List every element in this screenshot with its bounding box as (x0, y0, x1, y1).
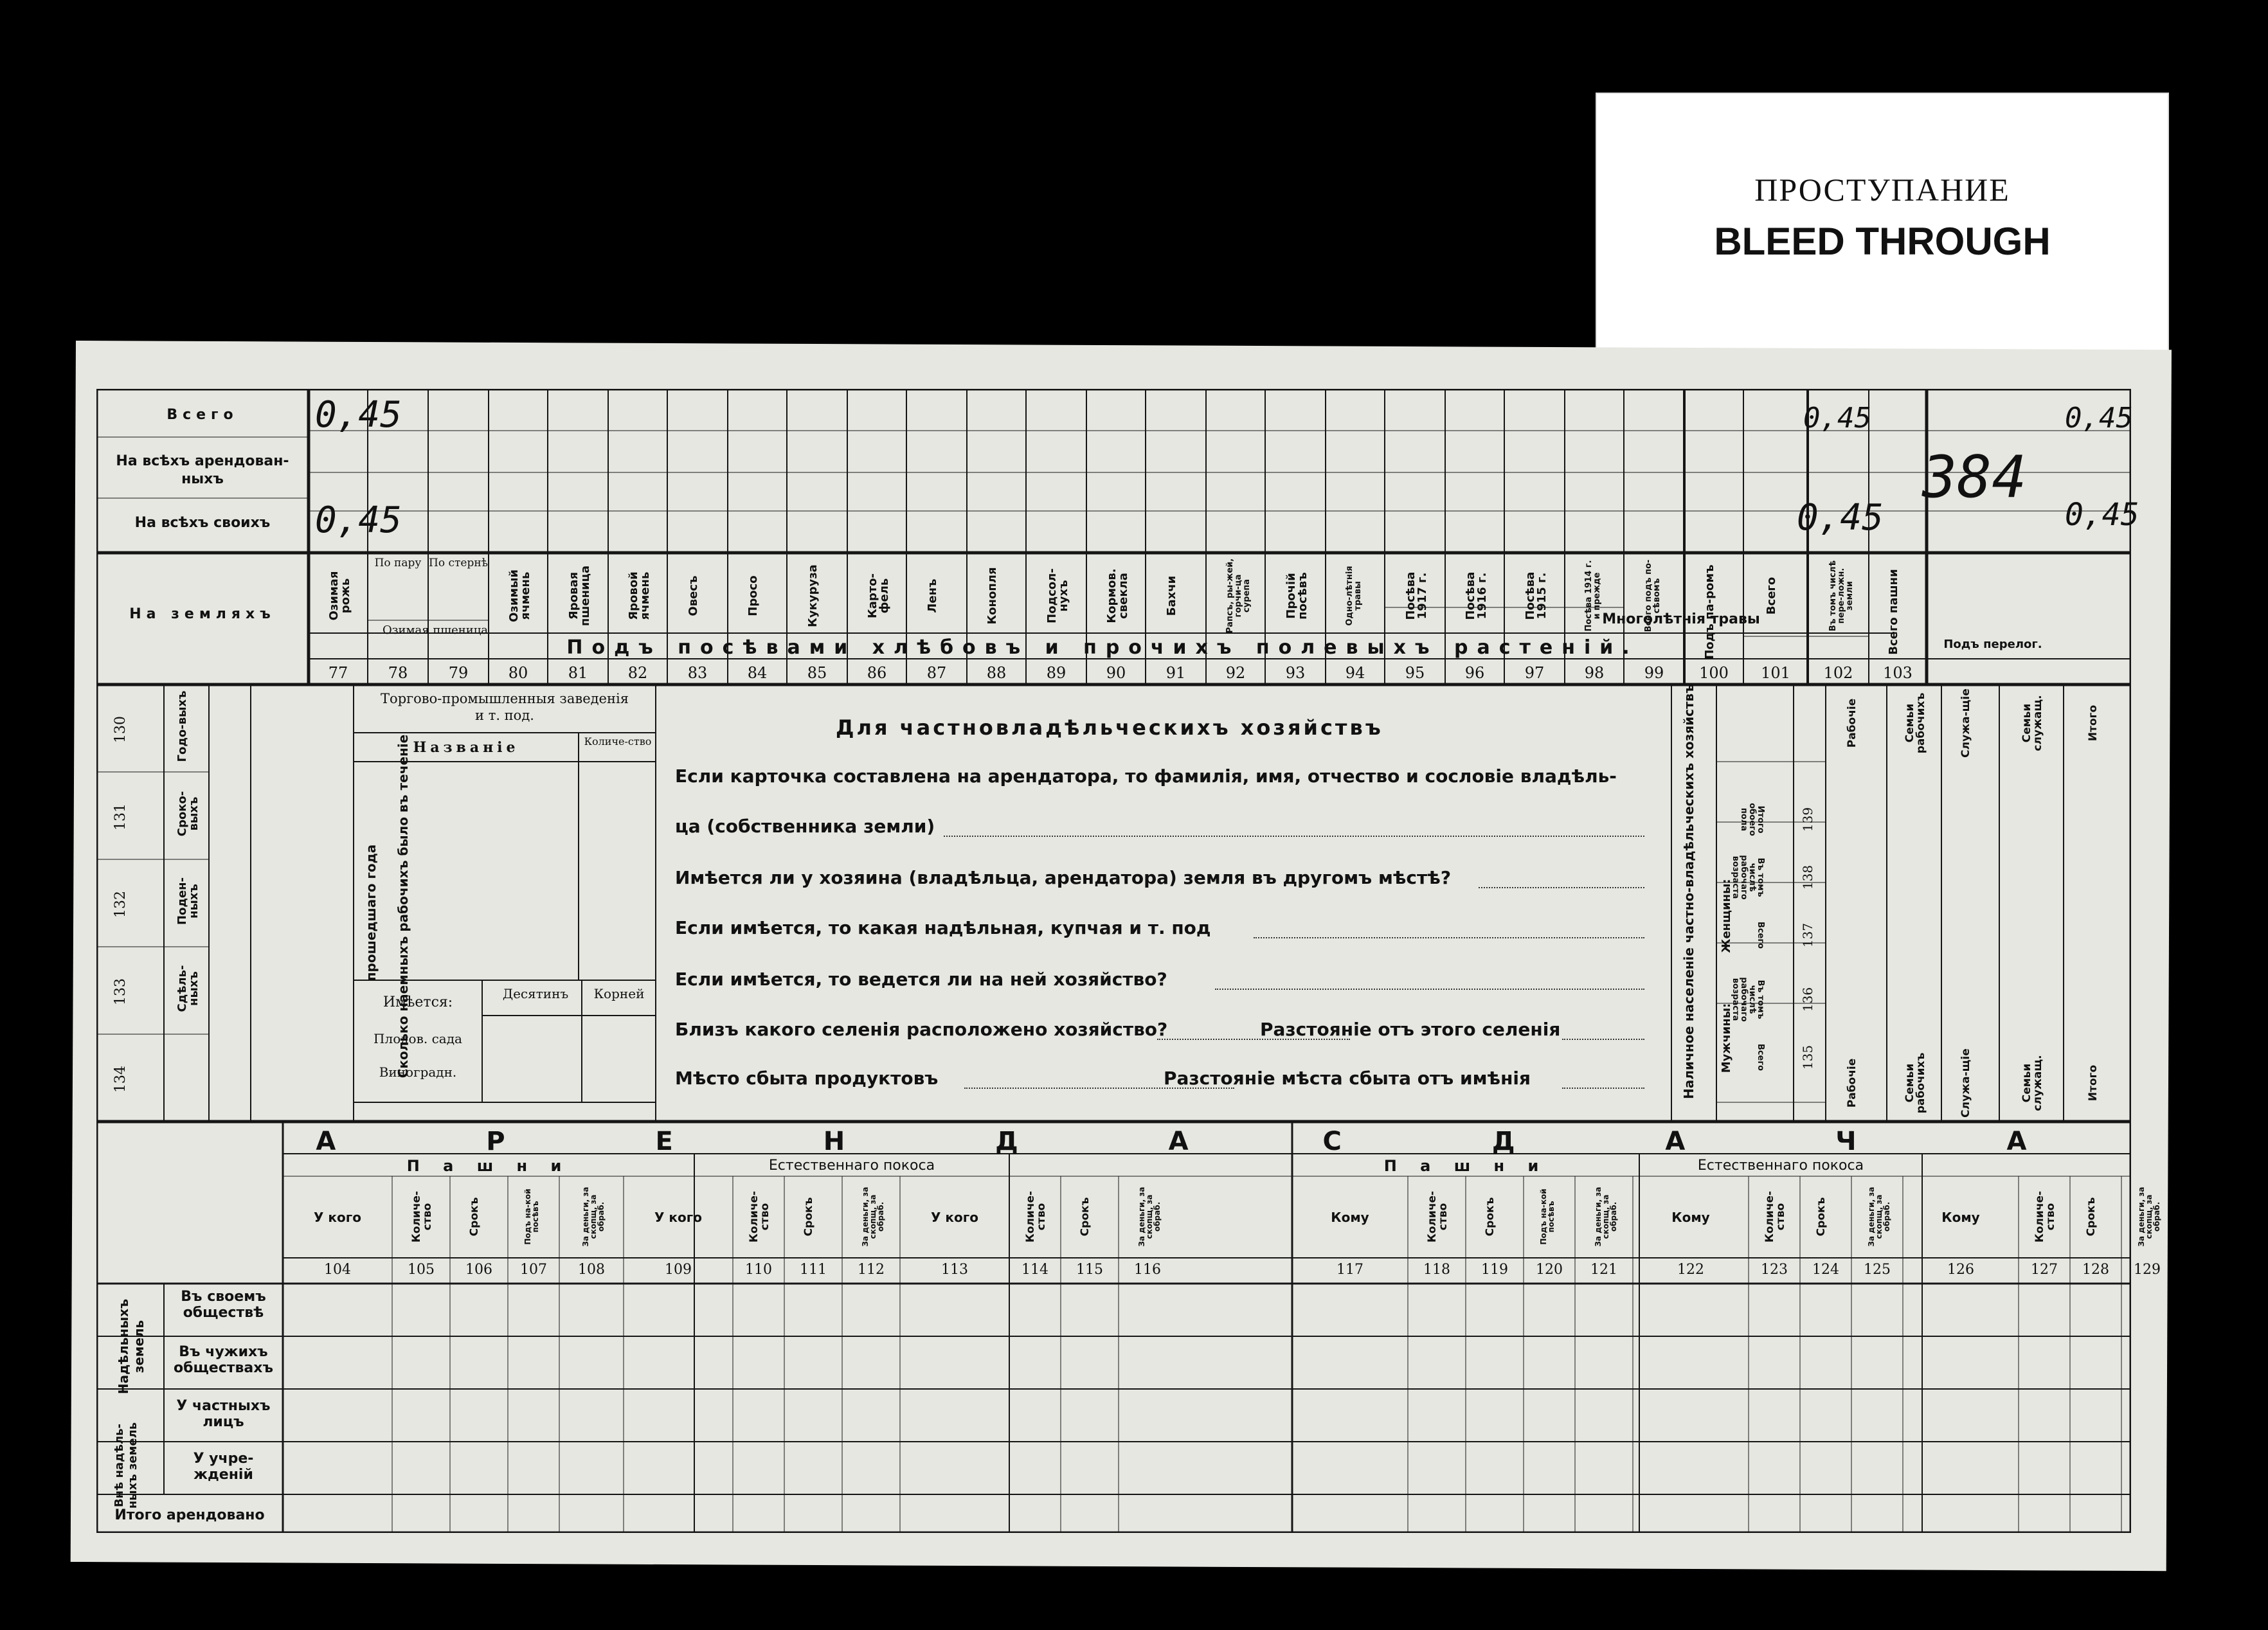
top-col-label-92: Рапсъ, ры-жей, горчи-ца сурепа (1225, 558, 1252, 634)
answer-line-market-distance (1562, 1087, 1644, 1089)
arenda-col-label-114: Количе-ство (1024, 1190, 1048, 1243)
hired-col-label-130: Годо-выхъ (176, 690, 189, 762)
sdacha-col-label-121: За деньги, за скопщ, за обраб. (1594, 1187, 1618, 1247)
arenda-col-number-107: 107 (520, 1262, 547, 1278)
top-col-number-81: 81 (568, 664, 588, 682)
workers-top-4: Итого (2086, 704, 2100, 742)
sdacha-col-label-117: Кому (1331, 1210, 1369, 1225)
top-col-number-95: 95 (1405, 664, 1425, 682)
workers-top-1: Семьи рабочихъ (1903, 692, 1927, 754)
top-col-number-86: 86 (867, 664, 887, 682)
workers-top-2: Служа-щіе (1959, 688, 1972, 758)
hired-col-label-134 (177, 1037, 196, 1115)
sdacha-col-label-120: Подъ на-кой посѣвъ (1539, 1188, 1556, 1245)
pop-col-label-137: Всего (1756, 921, 1765, 949)
top-col-number-93: 93 (1285, 664, 1306, 682)
pop-col-number-136: 136 (1800, 987, 1815, 1012)
sdacha-col-number-128: 128 (2082, 1262, 2109, 1278)
top-col-number-85: 85 (807, 664, 827, 682)
pop-col-number-138: 138 (1800, 864, 1815, 890)
men-label: Мужчины: (1720, 1003, 1733, 1073)
sdacha-col-number-119: 119 (1481, 1262, 1508, 1278)
workers-bottom-2: Служа-щіе (1959, 1048, 1972, 1118)
workers-top-3: Семьи служащ. (2021, 695, 2044, 751)
row-label-rented-cont: ныхъ (181, 471, 224, 487)
sdacha-col-number-124: 124 (1812, 1262, 1839, 1278)
wheat-group-label: Озимая пшеница (382, 623, 489, 637)
top-col-number-88: 88 (986, 664, 1007, 682)
arenda-col-label-106: Срокъ (468, 1197, 481, 1237)
top-col-number-77: 77 (328, 664, 348, 682)
arenda-col-number-110: 110 (745, 1262, 772, 1278)
question-1-cont: ца (собственника земли) (675, 816, 935, 837)
hired-col-number-132: 132 (113, 891, 129, 918)
bleed-through-stamp (1596, 93, 2169, 362)
hired-col-label-132: Поден-ныхъ (176, 877, 201, 926)
arenda-col-number-106: 106 (465, 1262, 492, 1278)
sdacha-col-number-125: 125 (1864, 1262, 1891, 1278)
sdacha-col-label-127: Количе-ство (2033, 1190, 2057, 1243)
workers-bottom-4: Итого (2086, 1064, 2100, 1102)
sdacha-col-number-126: 126 (1947, 1262, 1974, 1278)
top-col-label-102: Въ томъ числѣ пере-ложн. земли (1828, 560, 1855, 632)
top-col-label-95: Посѣва 1917 г. (1404, 571, 1429, 620)
pop-col-number-137: 137 (1800, 922, 1815, 948)
trade-qty-header: Количе-ство (584, 735, 652, 748)
pop-col-number-135: 135 (1800, 1044, 1815, 1070)
question-6b: Разстояніе мѣста сбыта отъ имѣнія (1164, 1068, 1531, 1089)
pop-col-number-139: 139 (1800, 807, 1815, 832)
hired-workers-label: Сколько наемныхъ рабочихъ было въ теченіе (395, 734, 411, 1079)
arenda-col-label-112: За деньги, за скопщ, за обраб. (861, 1187, 885, 1247)
top-col-number-98: 98 (1584, 664, 1605, 682)
question-1: Если карточка составлена на арендатора, то фамилія, имя, отчество и сословіе владѣль- (675, 766, 1617, 787)
top-col-label-85: Кукуруза (806, 564, 820, 627)
arenda-col-label-105: Количе-ство (410, 1190, 434, 1243)
handwritten-page-number: 384 (1922, 443, 2027, 511)
top-col-label-103: Всего пашни (1887, 569, 1900, 655)
sdacha-col-number-120: 120 (1536, 1262, 1563, 1278)
group-vne-label: Внѣ надѣль-ныхъ земель (113, 1422, 140, 1509)
handwritten-col103-own: 0,45 (2065, 497, 2139, 533)
sdacha-col-label-128: Срокъ (2085, 1197, 2098, 1237)
hired-workers-label-2: прошедшаго года (363, 844, 379, 981)
top-col-label-81: Яровая пшеница (567, 565, 592, 627)
pop-col-label-136: Въ томъ числѣ рабочаго возраста (1731, 977, 1765, 1022)
women-label: Женщины: (1720, 879, 1733, 953)
sdacha-col-label-126: Кому (1941, 1210, 1980, 1225)
handwritten-col99-own: 0,45 (1797, 497, 1884, 539)
orchards-label: Плодов. сада (374, 1031, 462, 1046)
top-col-number-80: 80 (508, 664, 528, 682)
question-3: Если имѣется, то какая надѣльная, купчая и т. под (675, 917, 1211, 938)
vineyards-label: Виноградн. (379, 1064, 457, 1080)
row-private-persons: У частныхъ лицъ (176, 1398, 271, 1431)
question-2: Имѣется ли у хозяина (владѣльца, арендатора) земля въ другомъ мѣстѣ? (675, 867, 1452, 888)
fallow-group-label: Подъ перелог. (1943, 638, 2042, 651)
top-col-number-87: 87 (926, 664, 947, 682)
hired-col-label-131: Сроко-выхъ (176, 791, 201, 837)
answer-line-other-land (1479, 886, 1644, 888)
hired-col-number-133: 133 (113, 978, 129, 1005)
question-5: Близъ какого селенія расположено хозяйство? (675, 1019, 1168, 1040)
question-6: Мѣсто сбыта продуктовъ (675, 1068, 939, 1089)
row-institutions: У учре-жденій (193, 1451, 254, 1483)
sdacha-col-label-122: Кому (1671, 1210, 1710, 1225)
top-col-number-79: 79 (448, 664, 469, 682)
top-col-number-82: 82 (627, 664, 648, 682)
pop-col-label-135: Всего (1756, 1043, 1765, 1071)
row-label-on-lands: На земляхъ (129, 606, 276, 622)
top-col-label-101: Всего (1765, 577, 1778, 615)
perennial-grass-label: Многолѣтнія травы (1602, 611, 1760, 627)
row-total-rented: Итого арендовано (114, 1507, 265, 1523)
top-col-label-91: Бахчи (1165, 575, 1178, 616)
arenda-col-label-110: Количе-ство (748, 1190, 771, 1243)
arenda-title: А Р Е Н Д А (316, 1127, 1259, 1156)
sdacha-col-number-122: 122 (1677, 1262, 1704, 1278)
arenda-col-number-116: 116 (1134, 1262, 1161, 1278)
sdacha-col-label-118: Количе-ство (1426, 1190, 1450, 1243)
trade-establishments-title-2: и т. под. (475, 708, 534, 723)
handwritten-col99-total: 0,45 (1803, 402, 1871, 434)
sdacha-pokos-label: Естественнаго покоса (1697, 1158, 1864, 1174)
arenda-col-number-109: 109 (665, 1262, 692, 1278)
arenda-col-label-113: У кого (931, 1210, 978, 1225)
hired-col-label-133: Сдѣль-ныхъ (176, 965, 201, 1012)
top-col-label-93: Прочій посѣвъ (1284, 572, 1310, 620)
sdacha-title: С Д А Ч А (1322, 1127, 2098, 1156)
row-label-total: Всего (166, 407, 239, 423)
hired-col-number-130: 130 (113, 716, 129, 743)
sdacha-pashni-label: П а ш н и (1383, 1157, 1548, 1175)
census-form (96, 389, 2161, 1533)
row-own-community: Въ своемъ обществѣ (181, 1289, 266, 1321)
sdacha-col-number-127: 127 (2031, 1262, 2058, 1278)
workers-top-0: Рабочіе (1845, 698, 1859, 748)
sdacha-col-label-123: Количе-ство (1763, 1190, 1787, 1243)
population-label: Наличное населеніе частно-владѣльческихъ хозяйствъ (1681, 683, 1697, 1099)
group-nadel-label: Надѣльныхъ земель (116, 1298, 147, 1395)
question-5b: Разстояніе отъ этого селенія (1260, 1019, 1561, 1040)
sdacha-col-number-118: 118 (1423, 1262, 1450, 1278)
answer-line-farming (1215, 988, 1644, 990)
arenda-col-number-104: 104 (324, 1262, 351, 1278)
trade-name-header: Названіе (413, 739, 519, 756)
top-col-label-96: Посѣва 1916 г. (1464, 571, 1489, 620)
arenda-col-number-112: 112 (858, 1262, 885, 1278)
arenda-col-label-109: У кого (654, 1210, 702, 1225)
top-col-label-100: Подъ па-ромъ (1703, 564, 1716, 659)
arenda-pashni-label: П а ш н и (406, 1157, 571, 1175)
workers-bottom-1: Семьи рабочихъ (1903, 1052, 1927, 1114)
sdacha-col-label-125: За деньги, за скопщ, за обраб. (1867, 1187, 1891, 1247)
handwritten-col103-total: 0,45 (2065, 402, 2133, 434)
top-col-number-96: 96 (1464, 664, 1485, 682)
top-col-number-101: 101 (1761, 664, 1790, 682)
sowing-band-title: Подъ посѣвами хлѣбовъ и прочихъ полевыхъ растеній. (566, 636, 1639, 659)
top-col-label-80: Озимый ячмень (507, 569, 532, 622)
workers-bottom-3: Семьи служащ. (2021, 1055, 2044, 1111)
top-col-label-84: Просо (746, 575, 760, 616)
top-col-number-90: 90 (1106, 664, 1126, 682)
private-estates-title: Для частновладѣльческихъ хозяйствъ (836, 715, 1383, 740)
handwritten-own: 0,45 (315, 499, 402, 541)
top-col-number-103: 103 (1883, 664, 1913, 682)
answer-line-land-type (1254, 936, 1644, 938)
arenda-col-number-105: 105 (408, 1262, 435, 1278)
answer-line-owner (944, 835, 1644, 837)
sdacha-col-label-124: Срокъ (1815, 1197, 1828, 1237)
stamp-english-text: BLEED THROUGH (1714, 220, 2051, 263)
arenda-col-label-116: За деньги, за скопщ, за обраб. (1137, 1187, 1162, 1247)
top-col-number-97: 97 (1524, 664, 1545, 682)
top-col-number-89: 89 (1046, 664, 1066, 682)
row-label-own: На всѣхъ своихъ (134, 515, 271, 531)
arenda-col-label-107: Подъ на-кой посѣвъ (523, 1188, 540, 1245)
sdacha-col-label-129: За деньги, за скопщ, за обраб. (2137, 1187, 2161, 1247)
pop-col-label-139: Итого обоего пола (1739, 803, 1765, 836)
top-col-number-92: 92 (1225, 664, 1246, 682)
top-col-number-100: 100 (1699, 664, 1729, 682)
top-col-number-84: 84 (747, 664, 768, 682)
top-col-label-97: Посѣва 1915 г. (1524, 571, 1549, 620)
top-col-label-78: По пару (374, 557, 422, 569)
arenda-col-number-108: 108 (578, 1262, 605, 1278)
has-label: Имѣется: (382, 994, 453, 1010)
roots-header: Корней (593, 986, 645, 1001)
hired-col-number-131: 131 (113, 803, 129, 830)
handwritten-total: 0,45 (315, 394, 402, 436)
top-col-label-79: По стернѣ (429, 557, 488, 569)
top-col-number-78: 78 (388, 664, 408, 682)
arenda-col-number-113: 113 (941, 1262, 968, 1278)
top-col-label-77: Озимая рожь (327, 571, 352, 621)
question-4: Если имѣется, то ведется ли на ней хозяйство? (675, 969, 1167, 990)
top-col-label-88: Конопля (986, 567, 999, 625)
arenda-col-label-115: Срокъ (1079, 1197, 1092, 1237)
top-col-number-102: 102 (1823, 664, 1853, 682)
arenda-col-label-108: За деньги, за скопщ, за обраб. (581, 1187, 606, 1247)
row-other-communities: Въ чужихъ обществахъ (174, 1344, 273, 1377)
hired-col-number-134: 134 (113, 1066, 129, 1093)
top-col-label-87: Ленъ (926, 578, 939, 613)
arenda-col-number-115: 115 (1076, 1262, 1103, 1278)
top-col-label-94: Одно-лѣтнія травы (1345, 566, 1363, 626)
row-label-rented: На всѣхъ арендован- (116, 453, 289, 469)
sdacha-col-number-129: 129 (2134, 1262, 2161, 1278)
top-col-label-90: Кормов. свекла (1105, 568, 1130, 623)
desyatin-header: Десятинъ (502, 986, 569, 1001)
arenda-col-label-111: Срокъ (802, 1197, 815, 1237)
top-col-label-82: Яровой ячмень (627, 571, 652, 620)
sdacha-col-number-121: 121 (1590, 1262, 1617, 1278)
top-col-label-99: Всего подъ по-сѣвомъ (1644, 559, 1662, 632)
top-col-number-91: 91 (1166, 664, 1186, 682)
top-col-number-83: 83 (687, 664, 708, 682)
top-col-number-94: 94 (1345, 664, 1365, 682)
arenda-col-number-114: 114 (1022, 1262, 1048, 1278)
top-col-label-86: Карто-фель (866, 573, 891, 619)
top-col-number-99: 99 (1644, 664, 1664, 682)
arenda-col-number-111: 111 (800, 1262, 827, 1278)
top-col-label-89: Подсол-нухъ (1045, 568, 1070, 623)
sdacha-col-number-123: 123 (1761, 1262, 1788, 1278)
answer-line-distance (1562, 1038, 1644, 1040)
top-col-label-83: Овесъ (687, 575, 700, 616)
stamp-russian-text: ПРОСТУПАНИЕ (1754, 172, 2010, 208)
arenda-pokos-label: Естественнаго покоса (768, 1158, 935, 1174)
arenda-col-label-104: У кого (314, 1210, 361, 1225)
sdacha-col-number-117: 117 (1336, 1262, 1364, 1278)
pop-col-label-138: Въ томъ числѣ рабочаго возраста (1731, 855, 1765, 900)
sdacha-col-label-119: Срокъ (1484, 1197, 1497, 1237)
workers-bottom-0: Рабочіе (1845, 1058, 1859, 1108)
trade-establishments-title: Торгово-промышленныя заведенія (381, 691, 629, 706)
top-col-label-98: Посѣва 1914 г. и прежде (1584, 560, 1602, 632)
